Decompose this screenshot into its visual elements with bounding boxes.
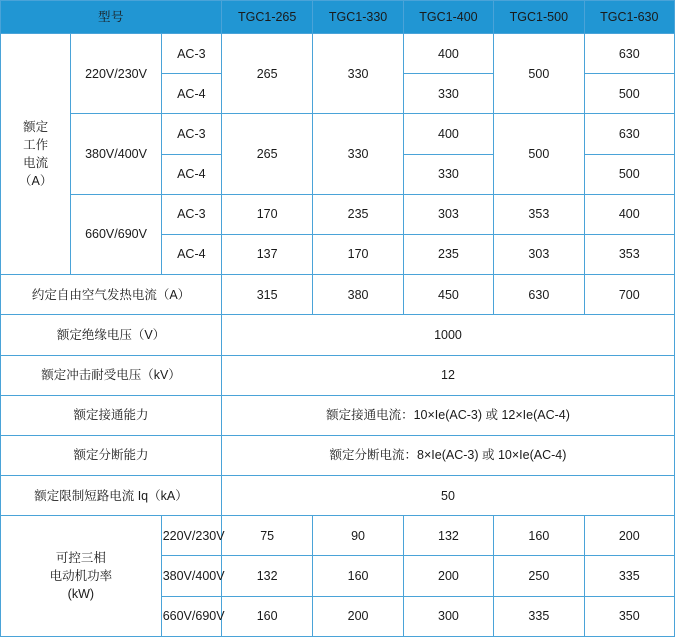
motor-380-m0: 132 xyxy=(221,556,312,596)
cell-380-m3: 500 xyxy=(494,114,584,194)
cell-220-ac3-m4: 630 xyxy=(584,34,674,74)
table-row xyxy=(1,194,675,234)
motor-power-label-line-0: 可控三相 xyxy=(55,550,106,565)
motor-380-m1: 160 xyxy=(313,556,403,596)
rated-current-label-line-0: 额定 xyxy=(23,119,49,134)
category-label-ac4-220: AC-4 xyxy=(161,74,221,114)
row-label-breaking-capacity: 额定分断能力 xyxy=(1,435,222,475)
motor-660-m4: 350 xyxy=(584,596,674,636)
cell-660-ac3-m3: 353 xyxy=(494,194,584,234)
motor-220-m0: 75 xyxy=(221,516,312,556)
value-short-circuit-current: 50 xyxy=(221,476,674,516)
cell-220-m3: 500 xyxy=(494,34,584,114)
cell-660-ac4-m3: 303 xyxy=(494,234,584,274)
motor-220-m2: 132 xyxy=(403,516,493,556)
motor-voltage-label-220: 220V/230V xyxy=(161,516,221,556)
motor-380-m3: 250 xyxy=(494,556,584,596)
motor-660-m0: 160 xyxy=(221,596,312,636)
table-row xyxy=(1,395,675,435)
table-row xyxy=(1,114,675,154)
category-label-ac3-220: AC-3 xyxy=(161,34,221,74)
cell-380-m1: 330 xyxy=(313,114,403,194)
category-label-ac3-660: AC-3 xyxy=(161,194,221,234)
table-row xyxy=(1,315,675,355)
cell-660-ac4-m2: 235 xyxy=(403,234,493,274)
row-label-impulse-voltage: 额定冲击耐受电压（kV） xyxy=(1,355,222,395)
header-model-1: TGC1-330 xyxy=(313,1,403,34)
header-model-0: TGC1-265 xyxy=(221,1,312,34)
cell-220-m0: 265 xyxy=(221,34,312,114)
thermal-current-m4: 700 xyxy=(584,275,674,315)
category-label-ac4-380: AC-4 xyxy=(161,154,221,194)
table-header-row xyxy=(1,1,675,34)
motor-voltage-label-660: 660V/690V xyxy=(161,596,221,636)
cell-660-ac3-m2: 303 xyxy=(403,194,493,234)
table-row xyxy=(1,435,675,475)
header-model-4: TGC1-630 xyxy=(584,1,674,34)
cell-220-m1: 330 xyxy=(313,34,403,114)
value-insulation-voltage: 1000 xyxy=(221,315,674,355)
cell-220-ac4-m2: 330 xyxy=(403,74,493,114)
cell-660-ac4-m0: 137 xyxy=(221,234,312,274)
cell-220-ac4-m4: 500 xyxy=(584,74,674,114)
row-label-making-capacity: 额定接通能力 xyxy=(1,395,222,435)
thermal-current-m3: 630 xyxy=(494,275,584,315)
category-label-ac3-380: AC-3 xyxy=(161,114,221,154)
table-row xyxy=(1,516,675,556)
motor-power-label-line-1: 电动机功率 xyxy=(49,569,113,584)
category-label-ac4-660: AC-4 xyxy=(161,234,221,274)
cell-380-ac3-m4: 630 xyxy=(584,114,674,154)
row-label-insulation-voltage: 额定绝缘电压（V） xyxy=(1,315,222,355)
thermal-current-m0: 315 xyxy=(221,275,312,315)
motor-power-label xyxy=(1,516,162,637)
rated-current-label-line-3: （A） xyxy=(18,174,53,189)
motor-380-m4: 335 xyxy=(584,556,674,596)
rated-current-label-line-1: 工作 xyxy=(23,137,49,152)
table-row xyxy=(1,355,675,395)
row-label-short-circuit-current: 额定限制短路电流 Iq（kA） xyxy=(1,476,222,516)
voltage-label-380: 380V/400V xyxy=(71,114,161,194)
motor-380-m2: 200 xyxy=(403,556,493,596)
thermal-current-m1: 380 xyxy=(313,275,403,315)
table-row xyxy=(1,275,675,315)
table-row xyxy=(1,34,675,74)
motor-220-m1: 90 xyxy=(313,516,403,556)
row-label-thermal-current: 约定自由空气发热电流（A） xyxy=(1,275,222,315)
motor-660-m2: 300 xyxy=(403,596,493,636)
cell-660-ac3-m1: 235 xyxy=(313,194,403,234)
cell-660-ac4-m1: 170 xyxy=(313,234,403,274)
voltage-label-220: 220V/230V xyxy=(71,34,161,114)
header-model-2: TGC1-400 xyxy=(403,1,493,34)
voltage-label-660: 660V/690V xyxy=(71,194,161,274)
cell-660-ac4-m4: 353 xyxy=(584,234,674,274)
value-making-capacity: 额定接通电流：10×Ie(AC-3) 或 12×Ie(AC-4) xyxy=(221,395,674,435)
motor-660-m1: 200 xyxy=(313,596,403,636)
cell-380-ac4-m2: 330 xyxy=(403,154,493,194)
header-model-3: TGC1-500 xyxy=(494,1,584,34)
value-breaking-capacity: 额定分断电流：8×Ie(AC-3) 或 10×Ie(AC-4) xyxy=(221,435,674,475)
cell-220-ac3-m2: 400 xyxy=(403,34,493,74)
value-impulse-voltage: 12 xyxy=(221,355,674,395)
motor-power-label-line-2: (kW) xyxy=(67,587,95,602)
cell-380-ac4-m4: 500 xyxy=(584,154,674,194)
cell-380-ac3-m2: 400 xyxy=(403,114,493,154)
cell-380-m0: 265 xyxy=(221,114,312,194)
cell-660-ac3-m4: 400 xyxy=(584,194,674,234)
motor-220-m3: 160 xyxy=(494,516,584,556)
motor-220-m4: 200 xyxy=(584,516,674,556)
header-model-label: 型号 xyxy=(1,1,222,34)
rated-current-label-line-2: 电流 xyxy=(23,156,49,171)
cell-660-ac3-m0: 170 xyxy=(221,194,312,234)
rated-current-label xyxy=(1,34,71,275)
thermal-current-m2: 450 xyxy=(403,275,493,315)
motor-660-m3: 335 xyxy=(494,596,584,636)
table-row xyxy=(1,476,675,516)
motor-voltage-label-380: 380V/400V xyxy=(161,556,221,596)
